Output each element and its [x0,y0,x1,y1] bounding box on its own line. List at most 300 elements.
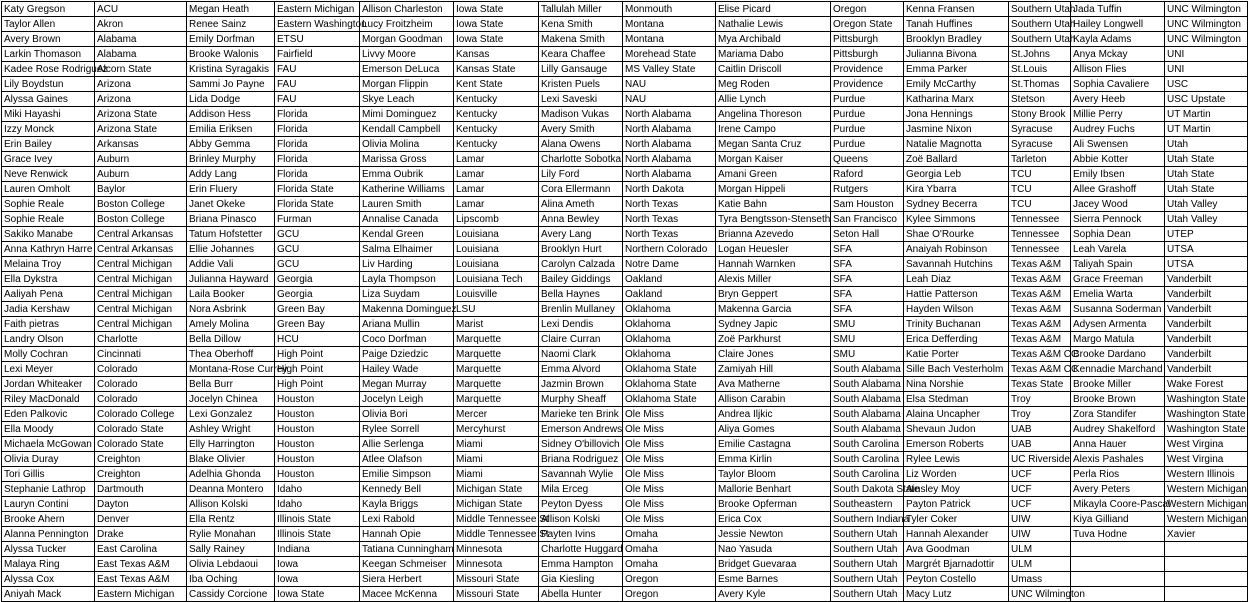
school-cell[interactable]: North Dakota [623,182,716,197]
school-cell[interactable]: South Carolina [831,452,904,467]
school-cell[interactable]: Florida [275,107,360,122]
school-cell[interactable]: Ole Miss [623,497,716,512]
school-cell[interactable]: Raford [831,167,904,182]
school-cell[interactable]: Purdue [831,92,904,107]
school-cell[interactable]: Mercyhurst [454,422,539,437]
school-cell[interactable]: Houston [275,437,360,452]
athlete-name-cell[interactable]: Lauryn Contini [2,497,95,512]
school-cell[interactable]: Alabama [95,32,187,47]
athlete-name-cell[interactable]: Erica Defferding [904,332,1009,347]
school-cell[interactable]: Vanderbilt [1165,317,1248,332]
school-cell[interactable]: GCU [275,227,360,242]
school-cell[interactable]: South Alabama [831,422,904,437]
athlete-name-cell[interactable]: Lilly Gansauge [539,62,623,77]
athlete-name-cell[interactable]: Adelhia Ghonda [187,467,275,482]
athlete-name-cell[interactable]: Kristina Syragakis [187,62,275,77]
school-cell[interactable]: GCU [275,242,360,257]
school-cell[interactable]: Minnesota [454,557,539,572]
school-cell[interactable]: Providence [831,77,904,92]
athlete-name-cell[interactable]: Ariana Mullin [360,317,454,332]
school-cell[interactable]: Omaha [623,557,716,572]
school-cell[interactable]: Lipscomb [454,212,539,227]
athlete-name-cell[interactable]: Leah Diaz [904,272,1009,287]
school-cell[interactable]: Idaho [275,482,360,497]
school-cell[interactable]: Iowa State [454,32,539,47]
school-cell[interactable]: North Texas [623,197,716,212]
athlete-name-cell[interactable]: Brooke Dardano [1071,347,1165,362]
school-cell[interactable]: North Texas [623,212,716,227]
athlete-name-cell[interactable]: Macee McKenna [360,587,454,602]
school-cell[interactable]: Arizona [95,92,187,107]
athlete-name-cell[interactable]: Ella Rentz [187,512,275,527]
athlete-name-cell[interactable]: Alexis Miller [716,272,831,287]
school-cell[interactable]: UNC Wilmington [1165,32,1248,47]
school-cell[interactable]: Kentucky [454,92,539,107]
athlete-name-cell[interactable]: Kira Ybarra [904,182,1009,197]
school-cell[interactable]: South Alabama [831,377,904,392]
school-cell[interactable]: Colorado [95,362,187,377]
athlete-name-cell[interactable]: Morgan Hippeli [716,182,831,197]
school-cell[interactable]: Oregon State [831,17,904,32]
school-cell[interactable]: Cincinnati [95,347,187,362]
school-cell[interactable]: Florida [275,152,360,167]
athlete-name-cell[interactable]: Lida Dodge [187,92,275,107]
athlete-name-cell[interactable]: Sophia Dean [1071,227,1165,242]
athlete-name-cell[interactable]: Keegan Schmeiser [360,557,454,572]
athlete-name-cell[interactable]: Livvy Moore [360,47,454,62]
athlete-name-cell[interactable]: Izzy Monck [2,122,95,137]
school-cell[interactable]: Arkansas [95,137,187,152]
athlete-name-cell[interactable]: Marieke ten Brink [539,407,623,422]
school-cell[interactable]: Minnesota [454,542,539,557]
athlete-name-cell[interactable]: Nora Asbrink [187,302,275,317]
school-cell[interactable]: Florida State [275,197,360,212]
school-cell[interactable]: Oakland [623,287,716,302]
athlete-name-cell[interactable]: Olivia Molina [360,137,454,152]
school-cell[interactable]: HCU [275,332,360,347]
athlete-name-cell[interactable]: Sally Rainey [187,542,275,557]
school-cell[interactable] [1165,542,1248,557]
school-cell[interactable]: Oklahoma State [623,377,716,392]
athlete-name-cell[interactable]: Allison Kolski [187,497,275,512]
athlete-name-cell[interactable]: Zoë Parkhurst [716,332,831,347]
school-cell[interactable]: Oakland [623,272,716,287]
school-cell[interactable]: Ole Miss [623,467,716,482]
school-cell[interactable]: Florida [275,137,360,152]
athlete-name-cell[interactable]: Avery Smith [539,122,623,137]
athlete-name-cell[interactable]: Tyler Coker [904,512,1009,527]
athlete-name-cell[interactable]: Natalie Magnotta [904,137,1009,152]
school-cell[interactable]: UCF [1009,467,1071,482]
school-cell[interactable]: Iowa State [454,2,539,17]
school-cell[interactable]: Notre Dame [623,257,716,272]
school-cell[interactable]: Washington State [1165,392,1248,407]
school-cell[interactable]: Green Bay [275,302,360,317]
school-cell[interactable]: Kentucky [454,107,539,122]
school-cell[interactable]: Houston [275,452,360,467]
athlete-name-cell[interactable]: Brooke Opferman [716,497,831,512]
athlete-name-cell[interactable]: Molly Cochran [2,347,95,362]
athlete-name-cell[interactable]: Makenna Garcia [716,302,831,317]
athlete-name-cell[interactable]: Julianna Hayward [187,272,275,287]
athlete-name-cell[interactable]: Emily Ibsen [1071,167,1165,182]
school-cell[interactable] [1165,587,1248,602]
school-cell[interactable]: Miami [454,452,539,467]
school-cell[interactable]: Ole Miss [623,482,716,497]
athlete-name-cell[interactable]: Makenna Dominguez [360,302,454,317]
school-cell[interactable]: Marquette [454,392,539,407]
athlete-name-cell[interactable]: Emerson DeLuca [360,62,454,77]
athlete-name-cell[interactable]: Ella Dykstra [2,272,95,287]
athlete-name-cell[interactable]: Margo Matula [1071,332,1165,347]
school-cell[interactable]: Mercer [454,407,539,422]
school-cell[interactable]: Texas A&M [1009,257,1071,272]
athlete-name-cell[interactable]: Alana Owens [539,137,623,152]
school-cell[interactable]: West Virgina [1165,437,1248,452]
school-cell[interactable]: SFA [831,287,904,302]
school-cell[interactable]: UNC Wilmington [1165,17,1248,32]
athlete-name-cell[interactable]: Tatiana Cunningham [360,542,454,557]
athlete-name-cell[interactable]: Megan Santa Cruz [716,137,831,152]
athlete-name-cell[interactable]: Jessie Newton [716,527,831,542]
school-cell[interactable]: Troy [1009,407,1071,422]
athlete-name-cell[interactable]: Abbie Kotter [1071,152,1165,167]
school-cell[interactable]: UT Martin [1165,122,1248,137]
school-cell[interactable]: Southern Utah [1009,17,1071,32]
school-cell[interactable]: Arizona State [95,107,187,122]
athlete-name-cell[interactable]: Amely Molina [187,317,275,332]
athlete-name-cell[interactable]: Morgan Kaiser [716,152,831,167]
athlete-name-cell[interactable]: Tatum Hofstetter [187,227,275,242]
school-cell[interactable]: UT Martin [1165,107,1248,122]
athlete-name-cell[interactable]: Sophie Reale [2,197,95,212]
school-cell[interactable]: Florida [275,167,360,182]
school-cell[interactable]: Houston [275,392,360,407]
athlete-name-cell[interactable]: Millie Perry [1071,107,1165,122]
school-cell[interactable]: FAU [275,77,360,92]
athlete-name-cell[interactable]: Iba Oching [187,572,275,587]
athlete-name-cell[interactable]: Adysen Armenta [1071,317,1165,332]
school-cell[interactable]: Kentucky [454,137,539,152]
athlete-name-cell[interactable]: Allie Serlenga [360,437,454,452]
athlete-name-cell[interactable]: Hannah Warnken [716,257,831,272]
athlete-name-cell[interactable]: Addy Lang [187,167,275,182]
school-cell[interactable]: Kansas State [454,62,539,77]
school-cell[interactable]: Central Arkansas [95,227,187,242]
school-cell[interactable]: Southern Utah [831,587,904,602]
athlete-name-cell[interactable]: Ava Goodman [904,542,1009,557]
athlete-name-cell[interactable]: Tallulah Miller [539,2,623,17]
school-cell[interactable]: Baylor [95,182,187,197]
school-cell[interactable]: Arizona State [95,122,187,137]
athlete-name-cell[interactable]: Sammi Jo Payne [187,77,275,92]
school-cell[interactable]: Purdue [831,107,904,122]
athlete-name-cell[interactable]: Avery Lang [539,227,623,242]
athlete-name-cell[interactable]: Erin Bailey [2,137,95,152]
school-cell[interactable]: Michigan State [454,482,539,497]
school-cell[interactable]: UNI [1165,47,1248,62]
school-cell[interactable]: Tarleton [1009,152,1071,167]
school-cell[interactable]: TCU [1009,167,1071,182]
athlete-name-cell[interactable]: Grace Freeman [1071,272,1165,287]
school-cell[interactable]: UTSA [1165,257,1248,272]
school-cell[interactable]: Morehead State [623,47,716,62]
school-cell[interactable]: Louisiana [454,227,539,242]
athlete-name-cell[interactable]: Jona Hennings [904,107,1009,122]
athlete-name-cell[interactable]: Meg Roden [716,77,831,92]
athlete-name-cell[interactable]: Sakiko Manabe [2,227,95,242]
school-cell[interactable]: Boston College [95,197,187,212]
athlete-name-cell[interactable]: Kadee Rose Rodriguez [2,62,95,77]
school-cell[interactable]: Central Michigan [95,302,187,317]
school-cell[interactable]: Arizona [95,77,187,92]
athlete-name-cell[interactable]: Cora Ellermann [539,182,623,197]
athlete-name-cell[interactable]: Carolyn Calzada [539,257,623,272]
school-cell[interactable]: LSU [454,302,539,317]
athlete-name-cell[interactable]: Liz Worden [904,467,1009,482]
athlete-name-cell[interactable]: Kenna Fransen [904,2,1009,17]
athlete-name-cell[interactable]: Emilie Simpson [360,467,454,482]
athlete-name-cell[interactable]: Hailey Wade [360,362,454,377]
athlete-name-cell[interactable]: Riley MacDonald [2,392,95,407]
athlete-name-cell[interactable]: Avery Brown [2,32,95,47]
athlete-name-cell[interactable]: Brooke Brown [1071,392,1165,407]
athlete-name-cell[interactable]: Ali Swensen [1071,137,1165,152]
athlete-name-cell[interactable]: Deanna Montero [187,482,275,497]
school-cell[interactable]: Marquette [454,347,539,362]
athlete-name-cell[interactable]: Grace Ivey [2,152,95,167]
athlete-name-cell[interactable]: Jasmine Nixon [904,122,1009,137]
school-cell[interactable]: South Alabama [831,362,904,377]
athlete-name-cell[interactable]: Aniyah Mack [2,587,95,602]
athlete-name-cell[interactable]: Lexi Gonzalez [187,407,275,422]
athlete-name-cell[interactable]: Shevaun Judon [904,422,1009,437]
school-cell[interactable]: Utah State [1165,182,1248,197]
school-cell[interactable]: St.Thomas [1009,77,1071,92]
athlete-name-cell[interactable]: Hayden Wilson [904,302,1009,317]
school-cell[interactable]: TCU [1009,182,1071,197]
school-cell[interactable]: Florida [275,122,360,137]
school-cell[interactable]: Houston [275,407,360,422]
athlete-name-cell[interactable]: Aaliyah Pena [2,287,95,302]
school-cell[interactable]: Vanderbilt [1165,347,1248,362]
athlete-name-cell[interactable]: Paige Dziedzic [360,347,454,362]
school-cell[interactable]: Lamar [454,167,539,182]
school-cell[interactable]: UTSA [1165,242,1248,257]
athlete-name-cell[interactable]: Mallorie Benhart [716,482,831,497]
athlete-name-cell[interactable]: Bella Dillow [187,332,275,347]
school-cell[interactable]: SFA [831,242,904,257]
school-cell[interactable]: Colorado [95,377,187,392]
athlete-name-cell[interactable]: Nathalie Lewis [716,17,831,32]
athlete-name-cell[interactable]: Mariama Dabo [716,47,831,62]
school-cell[interactable]: Middle Tennessee St [454,527,539,542]
athlete-name-cell[interactable]: Miki Hayashi [2,107,95,122]
school-cell[interactable]: Texas A&M [1009,272,1071,287]
school-cell[interactable]: South Carolina [831,467,904,482]
school-cell[interactable]: Central Michigan [95,317,187,332]
school-cell[interactable]: Charlotte [95,332,187,347]
athlete-name-cell[interactable]: Avery Heeb [1071,92,1165,107]
school-cell[interactable]: Monmouth [623,2,716,17]
athlete-name-cell[interactable]: Rylee Lewis [904,452,1009,467]
athlete-name-cell[interactable]: Emerson Andrews [539,422,623,437]
school-cell[interactable]: Eastern Washington [275,17,360,32]
athlete-name-cell[interactable]: Abella Hunter [539,587,623,602]
athlete-name-cell[interactable]: Brooke Walonis [187,47,275,62]
athlete-name-cell[interactable]: Montana-Rose Currey [187,362,275,377]
athlete-name-cell[interactable]: Liza Suydam [360,287,454,302]
athlete-name-cell[interactable]: Addison Hess [187,107,275,122]
school-cell[interactable]: Syracuse [1009,137,1071,152]
athlete-name-cell[interactable]: Laila Booker [187,287,275,302]
athlete-name-cell[interactable]: Katie Porter [904,347,1009,362]
athlete-name-cell[interactable]: Olivia Lebdaoui [187,557,275,572]
athlete-name-cell[interactable]: Sille Bach Vesterholm [904,362,1009,377]
athlete-name-cell[interactable]: Lily Boydstun [2,77,95,92]
school-cell[interactable]: Southern Utah [831,572,904,587]
athlete-name-cell[interactable]: Emma Oubrik [360,167,454,182]
school-cell[interactable]: Central Michigan [95,287,187,302]
school-cell[interactable]: Southern Utah [1009,32,1071,47]
school-cell[interactable]: Ole Miss [623,437,716,452]
athlete-name-cell[interactable]: Caitlin Driscoll [716,62,831,77]
school-cell[interactable]: Southern Utah [831,542,904,557]
athlete-name-cell[interactable]: Emelia Warta [1071,287,1165,302]
school-cell[interactable]: High Point [275,347,360,362]
school-cell[interactable]: SFA [831,302,904,317]
school-cell[interactable]: UCF [1009,497,1071,512]
athlete-name-cell[interactable]: Kayla Briggs [360,497,454,512]
school-cell[interactable]: Akron [95,17,187,32]
athlete-name-cell[interactable]: Sierra Pennock [1071,212,1165,227]
school-cell[interactable]: Syracuse [1009,122,1071,137]
athlete-name-cell[interactable]: Emerson Roberts [904,437,1009,452]
school-cell[interactable]: South Alabama [831,392,904,407]
school-cell[interactable]: Indiana [275,542,360,557]
athlete-name-cell[interactable]: Morgan Flippin [360,77,454,92]
school-cell[interactable]: North Alabama [623,122,716,137]
athlete-name-cell[interactable]: Kayla Adams [1071,32,1165,47]
athlete-name-cell[interactable]: Lily Ford [539,167,623,182]
school-cell[interactable]: Southern Indiana [831,512,904,527]
athlete-name-cell[interactable]: Brooklyn Bradley [904,32,1009,47]
athlete-name-cell[interactable]: Anna Hauer [1071,437,1165,452]
school-cell[interactable]: Alabama [95,47,187,62]
school-cell[interactable]: High Point [275,377,360,392]
school-cell[interactable]: Louisiana Tech [454,272,539,287]
school-cell[interactable]: Texas A&M CC [1009,347,1071,362]
athlete-name-cell[interactable]: Mya Archibald [716,32,831,47]
athlete-name-cell[interactable]: Anya Mckay [1071,47,1165,62]
school-cell[interactable]: USC Upstate [1165,92,1248,107]
athlete-name-cell[interactable]: Avery Peters [1071,482,1165,497]
athlete-name-cell[interactable]: Siera Herbert [360,572,454,587]
athlete-name-cell[interactable]: Bella Burr [187,377,275,392]
school-cell[interactable]: UC Riverside [1009,452,1071,467]
athlete-name-cell[interactable]: Sophie Reale [2,212,95,227]
school-cell[interactable]: UCF [1009,482,1071,497]
school-cell[interactable]: Oklahoma [623,347,716,362]
athlete-name-cell[interactable]: Bella Haynes [539,287,623,302]
athlete-name-cell[interactable]: Charlotte Huggard [539,542,623,557]
athlete-name-cell[interactable]: Alyssa Cox [2,572,95,587]
athlete-name-cell[interactable]: Sydney Japic [716,317,831,332]
athlete-name-cell[interactable]: Lexi Dendis [539,317,623,332]
school-cell[interactable]: Marist [454,317,539,332]
school-cell[interactable]: Xavier [1165,527,1248,542]
school-cell[interactable]: Iowa [275,572,360,587]
school-cell[interactable]: Stetson [1009,92,1071,107]
school-cell[interactable]: South Carolina [831,437,904,452]
athlete-name-cell[interactable]: Erica Cox [716,512,831,527]
athlete-name-cell[interactable]: Esme Barnes [716,572,831,587]
school-cell[interactable]: St.Louis [1009,62,1071,77]
school-cell[interactable]: Illinois State [275,527,360,542]
school-cell[interactable]: UIW [1009,512,1071,527]
athlete-name-cell[interactable]: Elsa Stedman [904,392,1009,407]
school-cell[interactable]: Creighton [95,467,187,482]
school-cell[interactable]: Washington State [1165,407,1248,422]
athlete-name-cell[interactable]: Hattie Patterson [904,287,1009,302]
school-cell[interactable]: Tennessee [1009,242,1071,257]
athlete-name-cell[interactable]: Alanna Pennington [2,527,95,542]
school-cell[interactable]: Southern Utah [831,557,904,572]
athlete-name-cell[interactable]: Allison Carabin [716,392,831,407]
athlete-name-cell[interactable]: Liv Harding [360,257,454,272]
school-cell[interactable]: Oklahoma [623,332,716,347]
athlete-name-cell[interactable]: Melaina Troy [2,257,95,272]
athlete-name-cell[interactable]: Lauren Omholt [2,182,95,197]
athlete-name-cell[interactable]: Emma Hampton [539,557,623,572]
athlete-name-cell[interactable]: Olivia Bori [360,407,454,422]
athlete-name-cell[interactable]: Shae O'Rourke [904,227,1009,242]
athlete-name-cell[interactable]: Atlee Olafson [360,452,454,467]
athlete-name-cell[interactable]: Ella Moody [2,422,95,437]
school-cell[interactable]: Southern Utah [831,527,904,542]
athlete-name-cell[interactable]: Blake Olivier [187,452,275,467]
athlete-name-cell[interactable]: Mila Erceg [539,482,623,497]
school-cell[interactable]: TCU [1009,197,1071,212]
athlete-name-cell[interactable]: Madison Vukas [539,107,623,122]
athlete-name-cell[interactable]: Alyssa Tucker [2,542,95,557]
athlete-name-cell[interactable]: Renee Sainz [187,17,275,32]
school-cell[interactable]: Idaho [275,497,360,512]
school-cell[interactable]: UNC Wilmington [1165,2,1248,17]
school-cell[interactable]: Texas A&M [1009,302,1071,317]
athlete-name-cell[interactable]: Zora Standifer [1071,407,1165,422]
school-cell[interactable]: Utah State [1165,152,1248,167]
athlete-name-cell[interactable]: Nao Yasuda [716,542,831,557]
school-cell[interactable]: SMU [831,317,904,332]
school-cell[interactable]: Eastern Michigan [275,2,360,17]
athlete-name-cell[interactable]: Elly Harrington [187,437,275,452]
school-cell[interactable]: Louisiana [454,257,539,272]
school-cell[interactable]: Purdue [831,137,904,152]
athlete-name-cell[interactable]: Makena Smith [539,32,623,47]
athlete-name-cell[interactable]: Ashley Wright [187,422,275,437]
school-cell[interactable]: Colorado State [95,422,187,437]
school-cell[interactable]: North Alabama [623,107,716,122]
athlete-name-cell[interactable]: Alyssa Gaines [2,92,95,107]
athlete-name-cell[interactable]: Katharina Marx [904,92,1009,107]
athlete-name-cell[interactable]: Emilie Castagna [716,437,831,452]
school-cell[interactable]: Ole Miss [623,452,716,467]
athlete-name-cell[interactable]: Andrea Iljkic [716,407,831,422]
school-cell[interactable]: Pittsburgh [831,32,904,47]
athlete-name-cell[interactable] [1071,557,1165,572]
athlete-name-cell[interactable]: Alexis Pashales [1071,452,1165,467]
